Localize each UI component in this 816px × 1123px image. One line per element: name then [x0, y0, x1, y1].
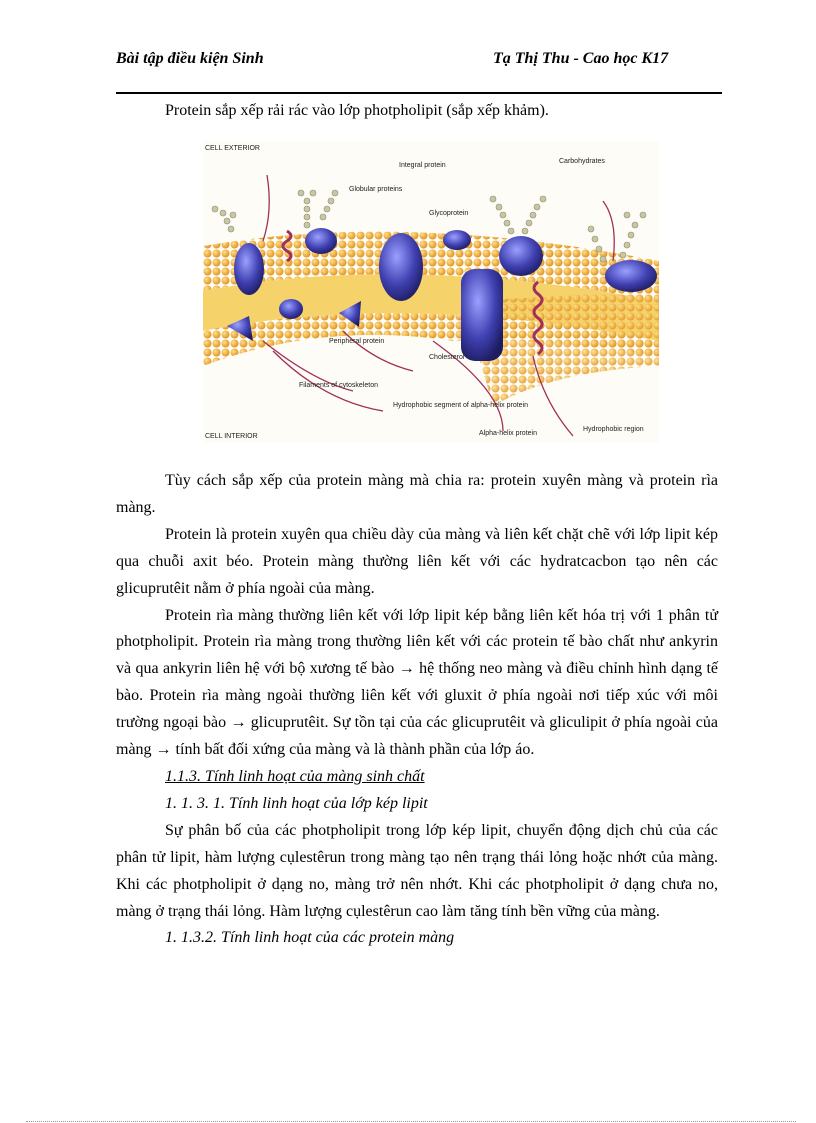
peripheral-protein-shape [279, 299, 303, 319]
label-cell-exterior: CELL EXTERIOR [205, 145, 260, 152]
glycoprotein-shape [499, 236, 543, 276]
label-integral-protein: Integral protein [399, 162, 446, 169]
globular-protein [605, 260, 657, 292]
globular-protein [443, 230, 471, 250]
label-alpha-helix: Alpha-helix protein [479, 430, 537, 437]
label-cell-interior: CELL INTERIOR [205, 433, 258, 440]
paragraph-lipid-fluidity: Sự phân bố của các photpholipit trong lớp kép lipit, chuyển động dịch chủ của các phân tử lipit, hàm lượng cụlestêrun trong màng tạo nên trạng thái lỏng hoặc nhớt của màng. Khi các photpholipit ở dạng no, màng trở nên nhớt. Khi các photpholipit ở dạng chưa no, màng ở trạng thái lỏng. Hàm lượng cụlestêrun cao làm tăng tính bền vững của màng. [116, 821, 718, 920]
footer-rule [26, 1121, 796, 1122]
label-hydrophobic-region: Hydrophobic region [583, 426, 644, 433]
body-text [116, 468, 718, 952]
integral-protein-shape [379, 233, 423, 301]
section-heading-1-1-3-2: 1. 1.3.2. Tính linh hoạt của các protein màng [165, 929, 455, 947]
label-cholesterol: Cholesterol [429, 354, 465, 361]
header-rule [116, 92, 722, 94]
channel-protein [461, 269, 503, 361]
section-heading-1-1-3-1: 1. 1. 3. 1. Tính linh hoạt của lớp kép lipit [165, 794, 428, 812]
label-hydrophobic-segment: Hydrophobic segment of alpha-helix protein [393, 402, 529, 409]
header-right-title: Tạ Thị Thu - Cao học K17 [493, 50, 669, 67]
paragraph-classification: Tùy cách sắp xếp của protein màng mà chia ra: protein xuyên màng và protein rìa màng. [116, 472, 718, 516]
label-glycoprotein: Glycoprotein [429, 210, 469, 217]
label-peripheral-protein: Peripheral protein [329, 338, 385, 345]
paragraph-integral-protein: Protein là protein xuyên qua chiều dày của màng và liên kết chặt chẽ với lớp lipit kép qua chuỗi axit béo. Protein màng thường liên kết với các hydratcacbon tạo nên các glicuprutêit nằm ở phía ngoài của màng. [116, 525, 718, 597]
globular-protein [305, 228, 337, 254]
intro-line: Protein sắp xếp rải rác vào lớp photpholipit (sắp xếp khảm). [165, 102, 549, 119]
paragraph-peripheral-protein: Protein rìa màng thường liên kết với lớp lipit kép bằng liên kết hóa trị với 1 phân tử photpholipit. Protein rìa màng trong thường liên kết với các protein tế bào chất như ankyrin và qua ankyrin liên hệ với bộ xương tế bào → hệ thống neo màng và điều chỉnh hình dạng tế bào. Protein rìa màng ngoài thường liên kết với gluxit ở phía ngoài nơi tiếp xúc với môi trường ngoại bào → glicuprutêit. Sự tồn tại của các glicuprutêit và gliculipit ở phía ngoài của màng → tính bất đối xứng của màng và là thành phần của lớp áo. [116, 606, 718, 759]
section-heading-1-1-3-text: 1.1.3. Tính linh hoạt của màng sinh chất [165, 767, 425, 785]
label-carbohydrates: Carbohydrates [559, 158, 605, 165]
header-left-title: Bài tập điều kiện Sinh [116, 50, 264, 67]
label-globular-proteins: Globular proteins [349, 186, 403, 193]
globular-protein [234, 243, 264, 295]
cell-membrane-figure [203, 141, 659, 443]
section-heading-1-1-3 [116, 764, 718, 791]
label-filaments: Filaments of cytoskeleton [299, 382, 378, 389]
